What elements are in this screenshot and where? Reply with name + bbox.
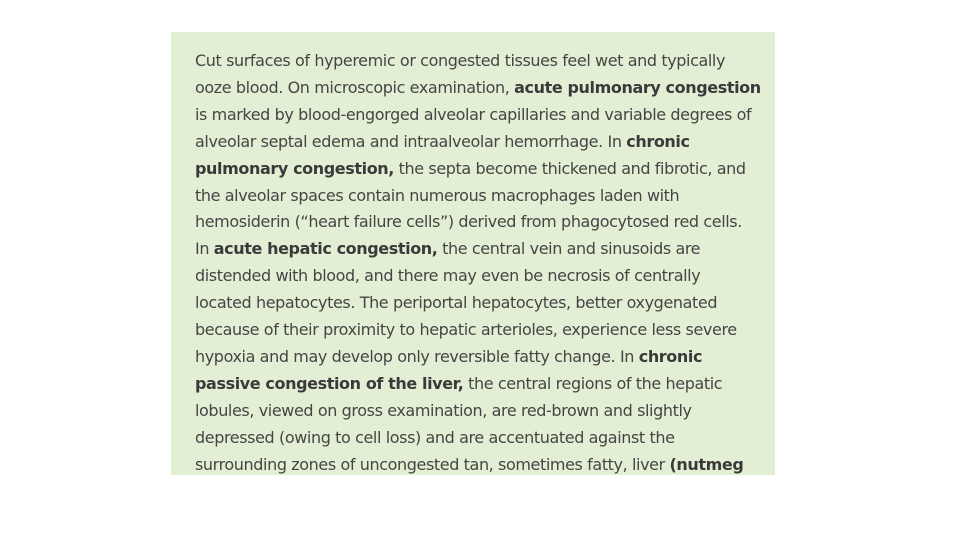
- text-segment: is marked by blood-engorged alveolar capillaries and variable degrees of: [195, 104, 752, 124]
- bold-term: chronic: [638, 346, 703, 366]
- text-panel: [171, 32, 775, 475]
- text-segment: In: [195, 239, 214, 259]
- text-segment: because of their proximity to hepatic arterioles, experience less severe: [195, 320, 737, 340]
- text-segment: ooze blood. On microscopic examination,: [195, 77, 515, 97]
- text-line: [195, 425, 775, 452]
- text-segment: hemosiderin (“heart failure cells”) derived from phagocytosed red cells.: [195, 212, 742, 232]
- text-segment: lobules, viewed on gross examination, are red-brown and slightly: [195, 400, 692, 420]
- text-segment: located hepatocytes. The periportal hepatocytes, better oxygenated: [195, 293, 718, 313]
- text-segment: the central vein and sinusoids are: [437, 239, 701, 259]
- text-segment: distended with blood, and there may even be necrosis of centrally: [195, 266, 701, 286]
- text-line: [195, 398, 775, 425]
- text-segment: Cut surfaces of hyperemic or congested tissues feel wet and typically: [195, 51, 726, 70]
- text-line: [195, 48, 775, 75]
- congestion-passage: [195, 48, 775, 475]
- text-segment: the central regions of the hepatic: [463, 373, 723, 393]
- text-line: [195, 183, 775, 210]
- text-line: [195, 209, 775, 236]
- text-segment: alveolar septal edema and intraalveolar hemorrhage. In: [195, 131, 627, 151]
- text-segment: the alveolar spaces contain numerous macrophages laden with: [195, 185, 680, 205]
- text-segment: the septa become thickened and fibrotic, and: [393, 158, 746, 178]
- bold-term: pulmonary congestion,: [195, 158, 394, 178]
- text-line: [195, 290, 775, 317]
- bold-term: acute pulmonary congestion: [514, 77, 761, 97]
- text-line: [195, 452, 775, 475]
- text-line: [195, 236, 775, 263]
- bold-term: (nutmeg: [669, 454, 744, 474]
- text-line: [195, 75, 775, 102]
- text-line: [195, 156, 775, 183]
- bold-term: chronic: [626, 131, 690, 151]
- text-segment: depressed (owing to cell loss) and are accentuated against the: [195, 427, 675, 447]
- text-line: [195, 371, 775, 398]
- text-line: [195, 129, 775, 156]
- bold-term: passive congestion of the liver,: [195, 373, 464, 393]
- text-line: [195, 344, 775, 371]
- text-line: [195, 317, 775, 344]
- bold-term: acute hepatic congestion,: [213, 239, 438, 259]
- text-segment: hypoxia and may develop only reversible fatty change. In: [195, 346, 639, 366]
- text-segment: surrounding zones of uncongested tan, sometimes fatty, liver: [195, 454, 670, 474]
- text-line: [195, 263, 775, 290]
- text-line: [195, 102, 775, 129]
